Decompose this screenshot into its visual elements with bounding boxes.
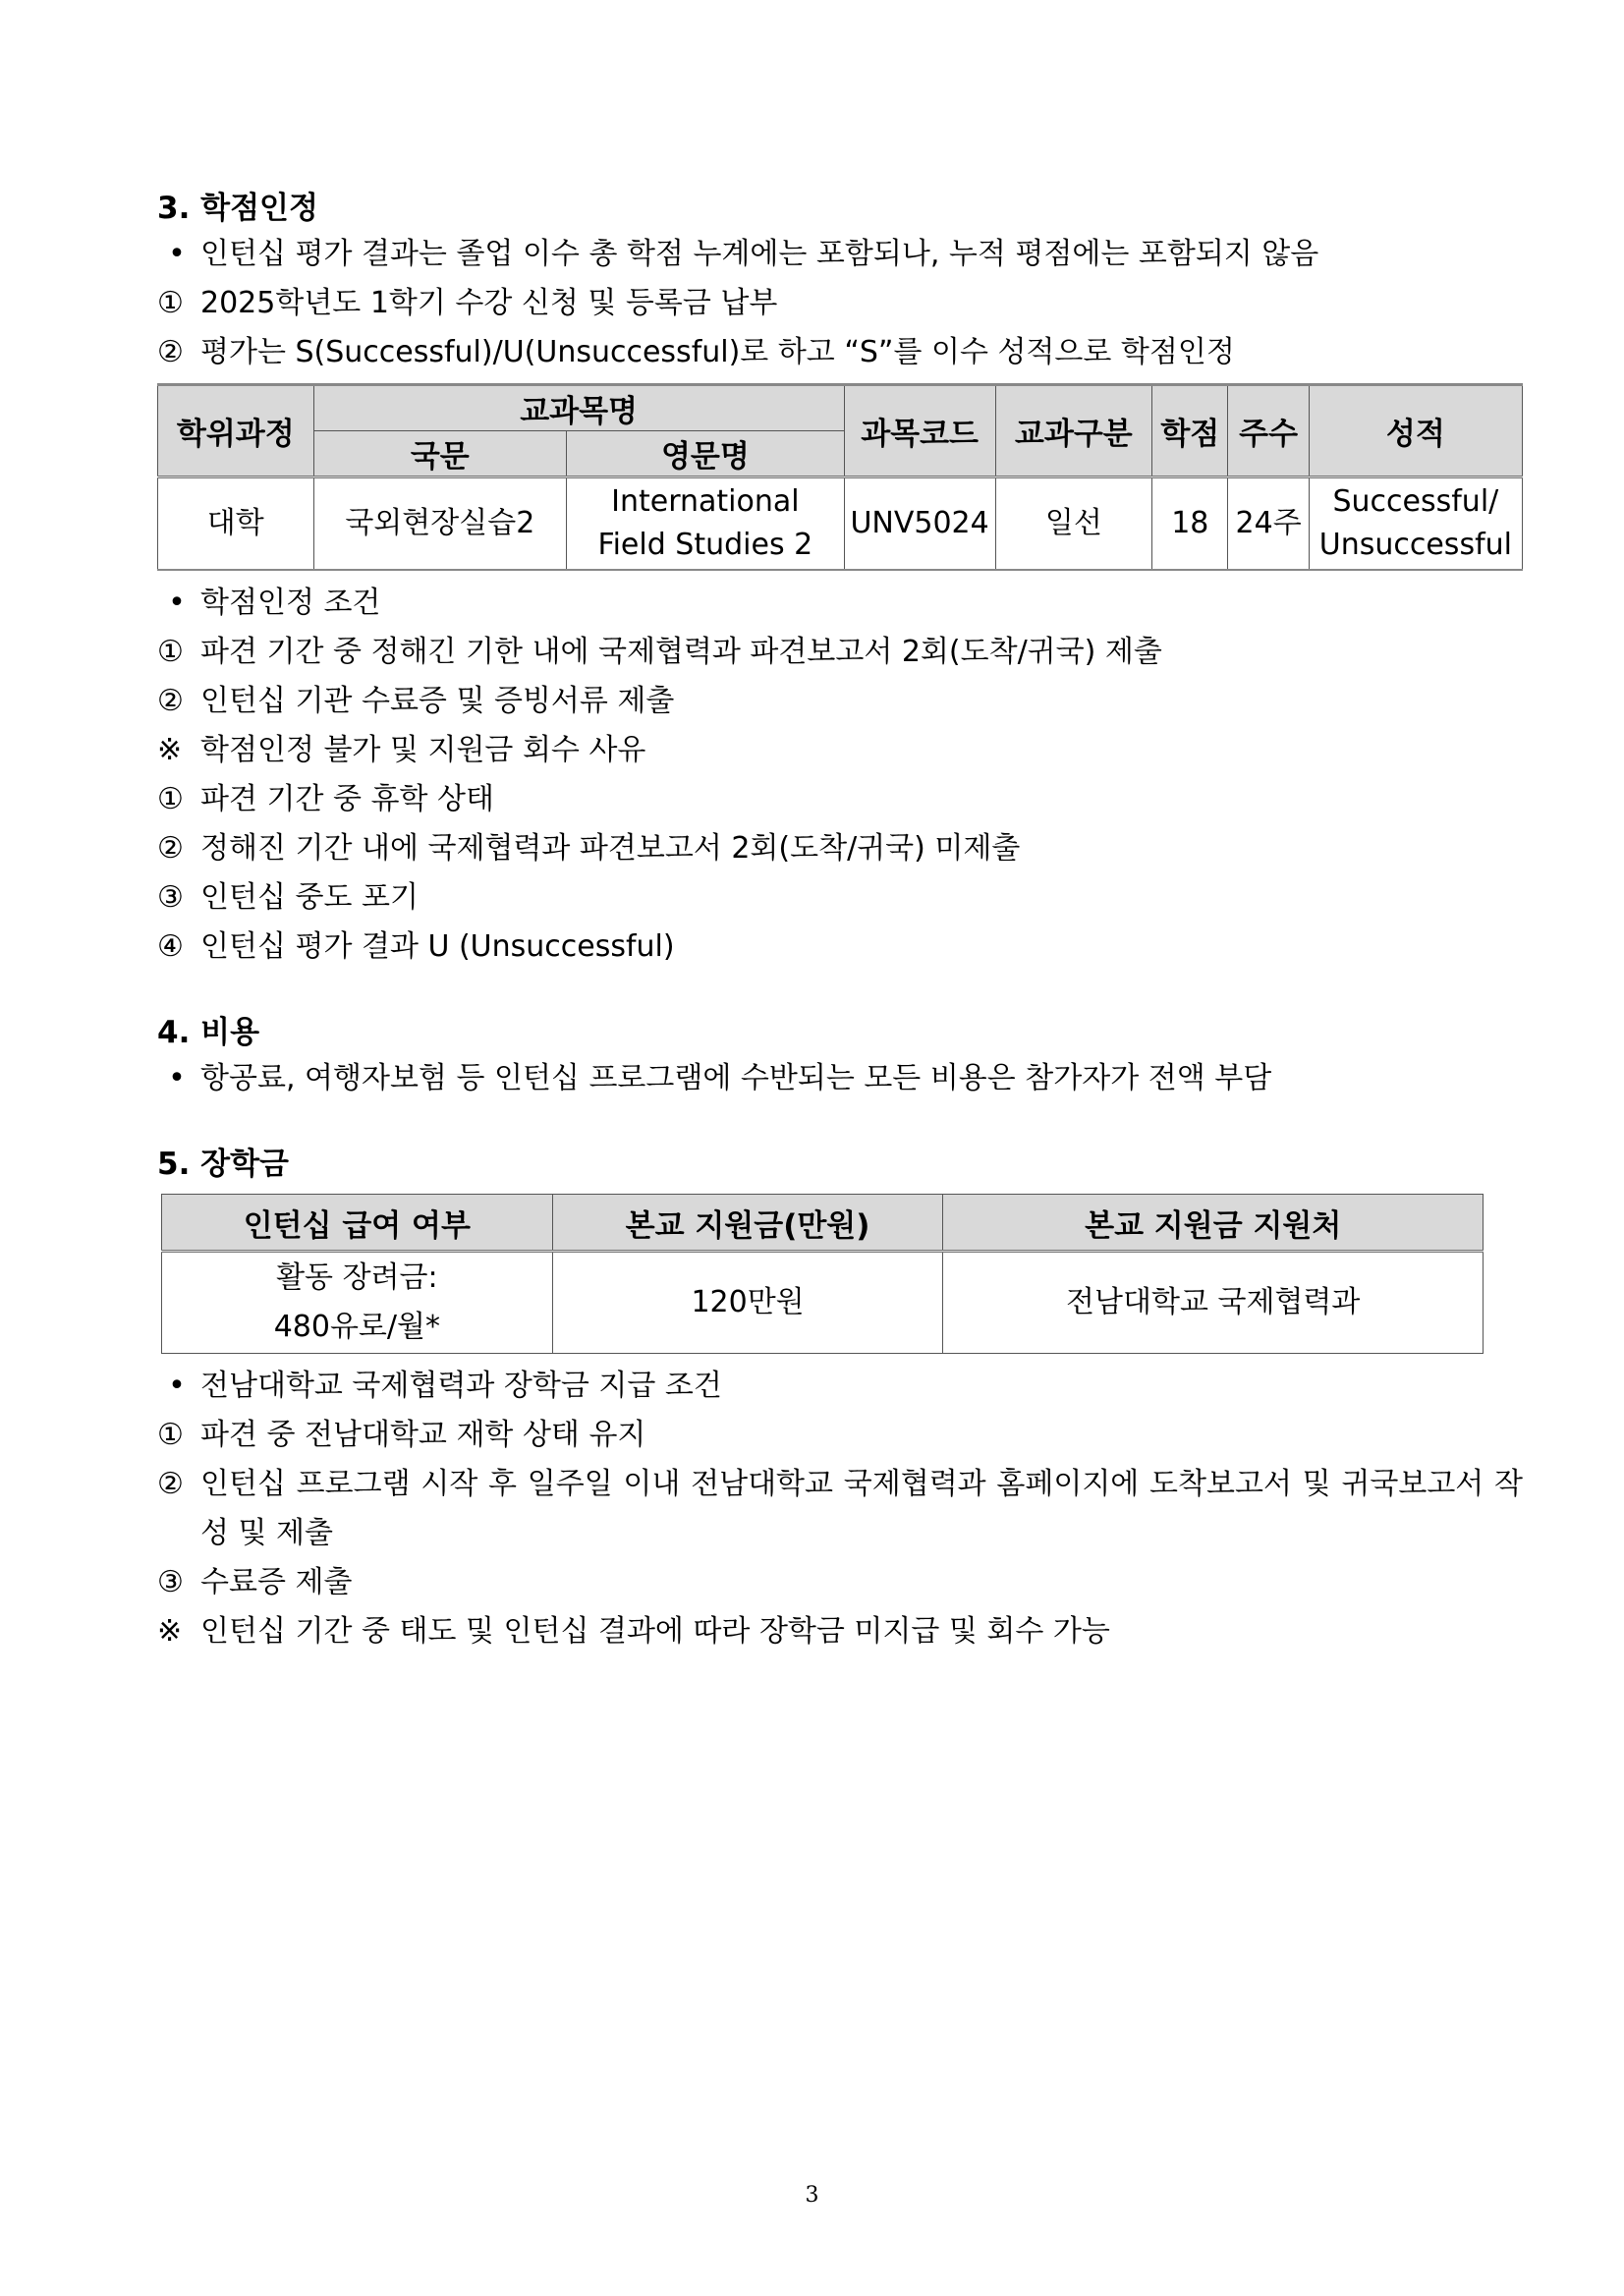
list-text: 수료증 제출	[200, 1565, 353, 1599]
header-english: 영문명	[567, 431, 845, 477]
bullet-item	[157, 230, 1523, 279]
note-text: 인턴십 기간 중 태도 및 인턴십 결과에 따라 장학금 미지급 및 회수 가능	[200, 1614, 1110, 1649]
table-row	[162, 1252, 1484, 1354]
credit-table	[157, 383, 1523, 571]
list-text: 파견 중 전남대학교 재학 상태 유지	[200, 1418, 646, 1452]
page-number: 3	[805, 2183, 819, 2208]
list-item	[157, 1411, 1523, 1460]
bullet-text: 항공료, 여행자보험 등 인턴십 프로그램에 수반되는 모든 비용은 참가자가 전액 부담	[200, 1061, 1272, 1095]
note-marker: ※	[157, 733, 183, 767]
cell-grade: Successful/ Unsuccessful	[1309, 477, 1522, 571]
header-code: 과목코드	[844, 385, 995, 477]
section-4-heading: 4. 비용	[157, 1015, 260, 1050]
cell-degree: 대학	[158, 477, 314, 571]
list-item	[157, 628, 1523, 677]
list-marker: ②	[157, 831, 184, 866]
list-item	[157, 923, 1523, 972]
cell-pay-line1: 활동 장려금:	[276, 1260, 438, 1295]
list-marker: ②	[157, 1467, 184, 1501]
list-item	[157, 1460, 1523, 1558]
header-course-name: 교과목명	[313, 385, 844, 431]
header-support: 본교 지원금(만원)	[552, 1195, 943, 1252]
list-item	[157, 775, 1523, 824]
bullet-text: 전남대학교 국제협력과 장학금 지급 조건	[200, 1369, 722, 1403]
cell-english: International Field Studies 2	[567, 477, 845, 571]
list-marker: ③	[157, 1565, 184, 1599]
section-3-heading: 3. 학점인정	[157, 191, 318, 226]
list-text: 인턴십 중도 포기	[200, 880, 419, 915]
header-grade: 성적	[1309, 385, 1522, 477]
cell-category: 일선	[995, 477, 1152, 571]
scholarship-table	[161, 1194, 1484, 1354]
list-item	[157, 677, 1523, 726]
header-credits: 학점	[1152, 385, 1228, 477]
header-weeks: 주수	[1228, 385, 1309, 477]
list-item	[157, 279, 1523, 328]
list-text: 파견 기간 중 휴학 상태	[200, 782, 494, 816]
list-marker: ④	[157, 929, 184, 964]
cell-code: UNV5024	[844, 477, 995, 571]
bullet-icon: •	[168, 1369, 186, 1403]
bullet-icon: •	[168, 1061, 186, 1095]
cell-pay	[162, 1252, 553, 1354]
list-text: 인턴십 프로그램 시작 후 일주일 이내 전남대학교 국제협력과 홈페이지에 도착보고서 및 귀국보고서 작성 및 제출	[200, 1467, 1523, 1550]
cell-credits: 18	[1152, 477, 1228, 571]
cell-pay-line2: 480유로/월*	[273, 1310, 440, 1344]
list-text: 2025학년도 1학기 수강 신청 및 등록금 납부	[200, 286, 778, 320]
document-page	[157, 187, 1523, 1656]
list-marker: ①	[157, 286, 184, 320]
header-category: 교과구분	[995, 385, 1152, 477]
list-item	[157, 873, 1523, 923]
bullet-icon: •	[168, 237, 186, 271]
header-degree: 학위과정	[158, 385, 314, 477]
cell-support: 120만원	[552, 1252, 943, 1354]
list-marker: ②	[157, 335, 184, 369]
list-item	[157, 1558, 1523, 1607]
table-row	[158, 477, 1523, 571]
bullet-item	[157, 1054, 1523, 1103]
header-pay: 인턴십 급여 여부	[162, 1195, 553, 1252]
cell-weeks: 24주	[1228, 477, 1309, 571]
bullet-text: 인턴십 평가 결과는 졸업 이수 총 학점 누계에는 포함되나, 누적 평점에는 포함되지 않음	[200, 237, 1319, 271]
list-text: 파견 기간 중 정해긴 기한 내에 국제협력과 파견보고서 2회(도착/귀국) 제출	[200, 635, 1162, 669]
header-source: 본교 지원금 지원처	[943, 1195, 1484, 1252]
list-item	[157, 824, 1523, 873]
list-text: 정해진 기간 내에 국제협력과 파견보고서 2회(도착/귀국) 미제출	[200, 831, 1021, 866]
bullet-item	[157, 1362, 1523, 1411]
list-marker: ①	[157, 1418, 184, 1452]
note-text: 학점인정 불가 및 지원금 회수 사유	[200, 733, 646, 767]
cell-korean: 국외현장실습2	[313, 477, 567, 571]
cell-source: 전남대학교 국제협력과	[943, 1252, 1484, 1354]
bullet-icon: •	[168, 586, 186, 620]
header-korean: 국문	[313, 431, 567, 477]
list-marker: ①	[157, 635, 184, 669]
bullet-item	[157, 579, 1523, 628]
bullet-text: 학점인정 조건	[200, 586, 381, 620]
list-item	[157, 328, 1523, 377]
section-5-heading: 5. 장학금	[157, 1147, 289, 1182]
note-item	[157, 726, 1523, 775]
list-marker: ②	[157, 684, 184, 718]
note-item	[157, 1607, 1523, 1656]
list-text: 인턴십 평가 결과 U (Unsuccessful)	[200, 929, 675, 964]
note-marker: ※	[157, 1614, 183, 1649]
list-marker: ①	[157, 782, 184, 816]
list-text: 평가는 S(Successful)/U(Unsuccessful)로 하고 “S”를 이수 성적으로 학점인정	[200, 335, 1235, 369]
list-text: 인턴십 기관 수료증 및 증빙서류 제출	[200, 684, 675, 718]
list-marker: ③	[157, 880, 184, 915]
